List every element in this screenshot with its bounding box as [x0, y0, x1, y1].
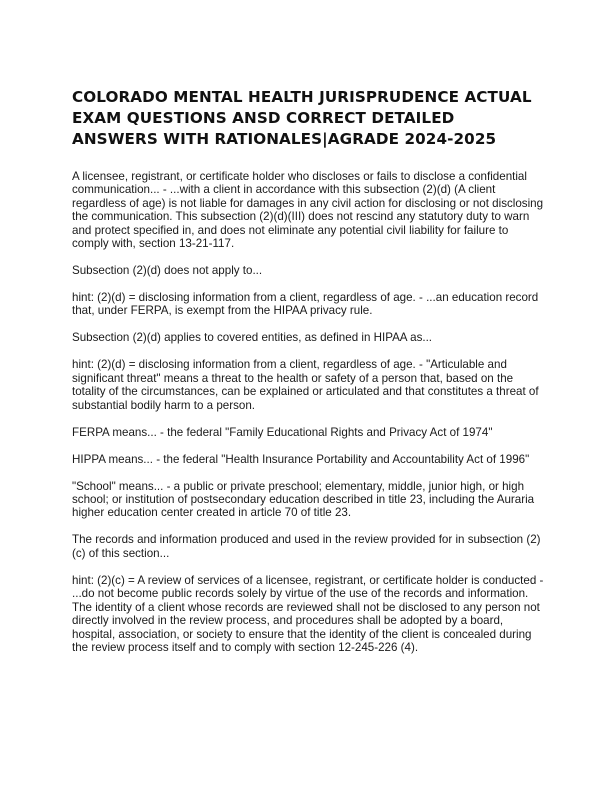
paragraph-ferpa-definition: FERPA means... - the federal "Family Educational Rights and Privacy Act of 1974" — [72, 425, 493, 439]
paragraph-confidential-communication: A licensee, registrant, or certificate holder who discloses or fails to disclose a confidential communication... - ...with a client in accordance with this subsection (2)(d) (A client regardless of age) is not liable for damages in any civil action for disclosing or not disclosing the communication. This subsection (2)(d)(III) does not rescind any statutory duty to warn and protect specified in, and does not eliminate any potential civil liability for failure to comply with, section 13-21-117. — [72, 170, 544, 251]
document-body — [72, 170, 544, 668]
paragraph-subsection-not-apply-question: Subsection (2)(d) does not apply to... — [72, 264, 263, 278]
paragraph-school-definition: "School" means... - a public or private preschool; elementary, middle, junior high, or high school; or institution of postsecondary education described in title 23, including the Auraria higher education center created in article 70 of title 23. — [72, 479, 535, 520]
paragraph-review-records-answer: hint: (2)(c) = A review of services of a licensee, registrant, or certificate holder is conducted - ...do not become public records solely by virtue of the use of the records and information. The identity of a client whose records are reviewed shall not be disclosed to any person not directly involved in the review process, and procedures shall be adopted by a board, hospital, association, or society to ensure that the identity of the client is concealed during the review process itself and to comply with section 12-245-226 (4). — [72, 573, 544, 654]
paragraph-hippa-definition: HIPPA means... - the federal "Health Insurance Portability and Accountability Act of 1996" — [72, 452, 530, 466]
paragraph-covered-entities-question: Subsection (2)(d) applies to covered entities, as defined in HIPAA as... — [72, 331, 433, 345]
paragraph-ferpa-education-record: hint: (2)(d) = disclosing information from a client, regardless of age. - ...an education record that, under FERPA, is exempt from the HIPAA privacy rule. — [72, 291, 539, 318]
paragraph-articulable-threat: hint: (2)(d) = disclosing information from a client, regardless of age. - "Articulable and significant threat" means a threat to the health or safety of a person that, based on the totality of the circumstances, can be explained or articulated and that constitutes a threat of substantial bodily harm to a person. — [72, 358, 539, 412]
document-title: COLORADO MENTAL HEALTH JURISPRUDENCE ACTUAL EXAM QUESTIONS ANSD CORRECT DETAILED ANSWERS WITH RATIONALES|AGRADE 2024-2025 — [72, 88, 532, 148]
paragraph-review-records-question: The records and information produced and used in the review provided for in subsection (2)(c) of this section... — [72, 533, 541, 560]
